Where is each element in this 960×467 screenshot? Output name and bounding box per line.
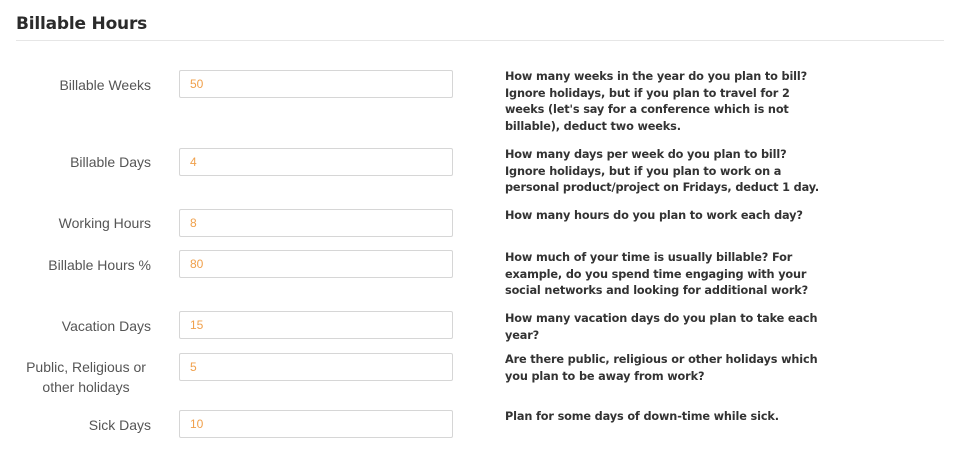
- billable-days-help: How many days per week do you plan to bill? Ignore holidays, but if you plan to work on a personal product/project on Fridays, deduct 1 day.: [505, 148, 820, 194]
- public-holidays-input[interactable]: [179, 353, 453, 381]
- vacation-days-label: Vacation Days: [61, 318, 151, 334]
- billable-days-label: Billable Days: [70, 154, 151, 170]
- billable-weeks-help: How many weeks in the year do you plan to bill? Ignore holidays, but if you plan to travel for 2 weeks (let's say for a conference which is not billable), deduct two weeks.: [505, 70, 808, 133]
- billable-days-input[interactable]: [179, 148, 453, 176]
- sick-days-input[interactable]: [179, 410, 453, 438]
- public-holidays-label: Public, Religious or other holidays: [26, 359, 146, 395]
- sick-days-label: Sick Days: [88, 417, 151, 433]
- billable-weeks-input[interactable]: [179, 70, 453, 98]
- vacation-days-help: How many vacation days do you plan to take each year?: [505, 312, 818, 342]
- sick-days-help: Plan for some days of down-time while sick.: [505, 410, 779, 423]
- section-divider: [16, 40, 944, 41]
- billable-weeks-label: Billable Weeks: [59, 77, 151, 93]
- vacation-days-input[interactable]: [179, 311, 453, 339]
- working-hours-input[interactable]: [179, 209, 453, 237]
- billable-hours-percent-help: How much of your time is usually billable? For example, do you spend time engaging with your social networks and looking for additional work?: [505, 251, 809, 297]
- public-holidays-help: Are there public, religious or other holidays which you plan to be away from work?: [505, 353, 818, 383]
- billable-hours-percent-label: Billable Hours %: [48, 257, 151, 273]
- working-hours-label: Working Hours: [58, 215, 151, 231]
- billable-hours-percent-input[interactable]: [179, 250, 453, 278]
- working-hours-help: How many hours do you plan to work each day?: [505, 209, 803, 222]
- section-title: Billable Hours: [16, 14, 148, 34]
